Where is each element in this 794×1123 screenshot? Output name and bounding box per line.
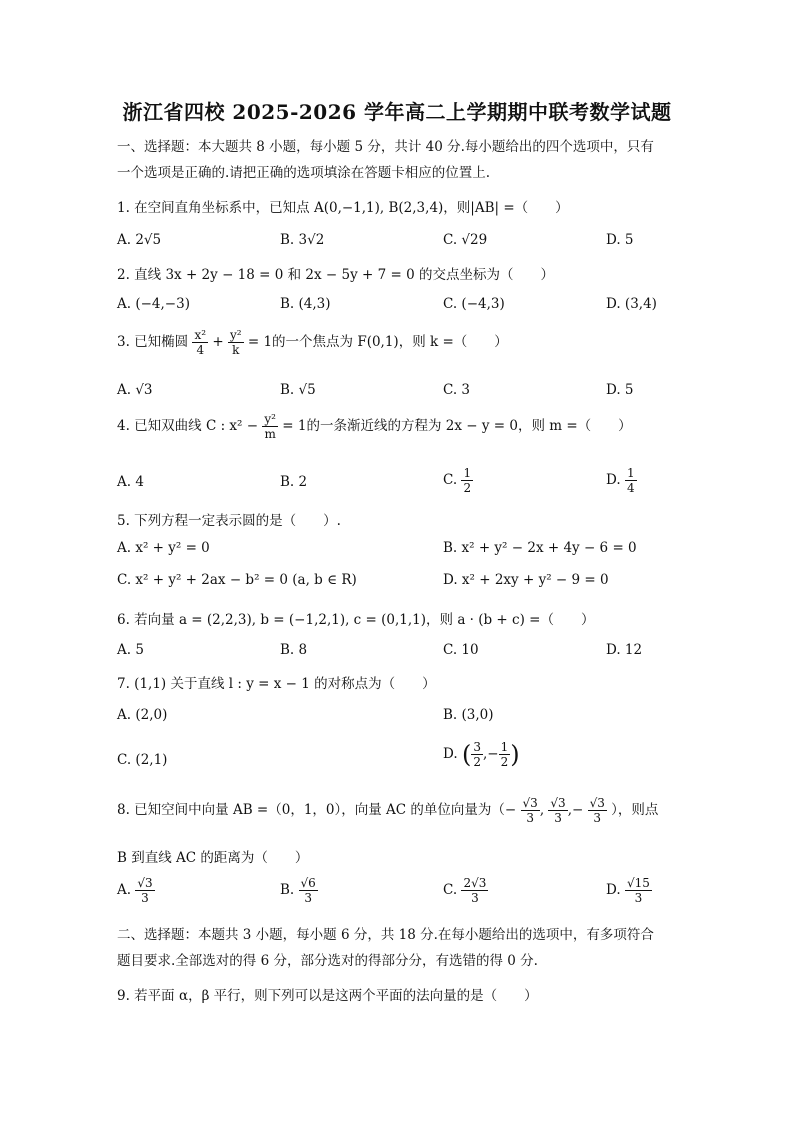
q1-option-b: B. 3√2 bbox=[280, 232, 325, 248]
question-4-stem bbox=[117, 412, 677, 441]
q3-option-c: C. 3 bbox=[443, 382, 471, 398]
q8-option-b: B. $\frac{√6}{3}$ bbox=[280, 876, 316, 905]
q8-unit-fraction-1: $\frac{√3}{3}$ bbox=[522, 796, 538, 825]
q2-option-d: D. (3,4) bbox=[606, 296, 657, 312]
q6-option-d: D. 12 bbox=[606, 642, 643, 658]
q6-option-a: A. 5 bbox=[117, 642, 144, 658]
section2-instructions bbox=[117, 922, 677, 974]
q3-fraction-y: $\frac{\text{y²}}{k}$ bbox=[229, 328, 242, 357]
q7-option-a: A. (2,0) bbox=[117, 707, 168, 723]
question-5-stem: 5. 下列方程一定表示圆的是（ ）. bbox=[117, 513, 341, 529]
question-2-stem: 2. 直线 3x + 2y − 18 = 0 和 2x − 5y + 7 = 0 的交点坐标为（ ） bbox=[117, 267, 554, 283]
q8-option-d: D. $\frac{√15}{3}$ bbox=[606, 876, 650, 905]
question-8-stem-line2: B 到直线 AC 的距离为（ ） bbox=[117, 850, 309, 866]
section2-line1: 二、选择题：本题共 3 小题，每小题 6 分，共 18 分.在每小题给出的选项中，有多项符合 bbox=[117, 927, 654, 943]
q5-option-b: B. x² + y² − 2x + 4y − 6 = 0 bbox=[443, 540, 637, 556]
q5-option-a: A. x² + y² = 0 bbox=[117, 540, 210, 556]
q4-option-c: C. $\frac{1}{2}$ bbox=[443, 466, 472, 495]
section1-line1: 一、选择题：本大题共 8 小题，每小题 5 分，共计 40 分.每小题给出的四个选项中，只有 bbox=[117, 139, 654, 155]
q3-stem-pre: 3. 已知椭圆 bbox=[117, 334, 189, 350]
section1-line2: 一个选项是正确的.请把正确的选项填涂在答题卡相应的位置上. bbox=[117, 165, 491, 181]
question-1-stem: 1. 在空间直角坐标系中，已知点 A(0,−1,1), B(2,3,4)，则|AB| =（ ） bbox=[117, 200, 569, 216]
question-9-stem: 9. 若平面 α，β 平行，则下列可以是这两个平面的法向量的是（ ） bbox=[117, 988, 538, 1004]
q8-unit-fraction-3: $\frac{√3}{3}$ bbox=[589, 796, 605, 825]
question-3-stem: 3. 已知椭圆 $\frac{\text{x²}}{4}$ + $\frac{\text{y²}}{k}$ = 1的一个焦点为 F(0,1)，则 k =（ ） bbox=[117, 328, 508, 357]
q5-option-d: D. x² + 2xy + y² − 9 = 0 bbox=[443, 572, 609, 588]
q3-stem-post: = 1的一个焦点为 F(0,1)，则 k =（ ） bbox=[247, 334, 508, 350]
q7-option-b: B. (3,0) bbox=[443, 707, 494, 723]
q7-option-d: D. ( $\frac{3}{2}$ ,− $\frac{1}{2}$ ) bbox=[443, 740, 520, 769]
q2-option-c: C. (−4,3) bbox=[443, 296, 505, 312]
q8-unit-fraction-2: $\frac{√3}{3}$ bbox=[550, 796, 566, 825]
question-7-stem: 7. (1,1) 关于直线 l : y = x − 1 的对称点为（ ） bbox=[117, 676, 436, 692]
q8-stem-pre: 8. 已知空间中向量 AB =（0，1，0），向量 AC 的单位向量为（− bbox=[117, 802, 517, 818]
q4-fraction: $\frac{\text{y²}}{m}$ bbox=[264, 412, 276, 441]
q1-option-c: C. √29 bbox=[443, 232, 488, 248]
q5-option-c: C. x² + y² + 2ax − b² = 0 (a, b ∈ R) bbox=[117, 572, 357, 588]
q7-option-c: C. (2,1) bbox=[117, 752, 168, 768]
question-8-stem: 8. 已知空间中向量 AB =（0，1，0），向量 AC 的单位向量为（− $\frac{√3}{3}$ , $\frac{√3}{3}$ ,− $\frac{√3}{3}$ ），则点 bbox=[117, 796, 659, 825]
section2-line2: 题目要求.全部选对的得 6 分，部分选对的得部分分，有选错的得 0 分. bbox=[117, 953, 538, 969]
q4-stem-post: = 1的一条渐近线的方程为 2x − y = 0，则 m =（ ） bbox=[282, 418, 632, 434]
q4-stem-pre: 4. 已知双曲线 C : x² − bbox=[117, 418, 259, 434]
q1-option-a: A. 2√5 bbox=[117, 232, 162, 248]
q4-option-d: D. $\frac{1}{4}$ bbox=[606, 466, 635, 495]
q1-option-d: D. 5 bbox=[606, 232, 634, 248]
q4-option-b: B. 2 bbox=[280, 474, 308, 490]
q4-option-a: A. 4 bbox=[117, 474, 144, 490]
q8-option-a: A. $\frac{√3}{3}$ bbox=[117, 876, 153, 905]
page-title: 浙江省四校 2025-2026 学年高二上学期期中联考数学试题 bbox=[122, 100, 672, 124]
q3-fraction-x: $\frac{\text{x²}}{4}$ bbox=[194, 328, 207, 357]
section1-instructions bbox=[117, 134, 677, 186]
q8-option-c: C. $\frac{2√3}{3}$ bbox=[443, 876, 487, 905]
q2-option-a: A. (−4,−3) bbox=[117, 296, 190, 312]
q3-option-b: B. √5 bbox=[280, 382, 316, 398]
q8-stem-post: ），则点 bbox=[611, 802, 659, 818]
q6-option-c: C. 10 bbox=[443, 642, 479, 658]
q3-option-d: D. 5 bbox=[606, 382, 634, 398]
question-6-stem: 6. 若向量 a = (2,2,3), b = (−1,2,1), c = (0,1,1)，则 a · (b + c) =（ ） bbox=[117, 612, 595, 628]
q3-option-a: A. √3 bbox=[117, 382, 153, 398]
q2-option-b: B. (4,3) bbox=[280, 296, 331, 312]
q6-option-b: B. 8 bbox=[280, 642, 308, 658]
